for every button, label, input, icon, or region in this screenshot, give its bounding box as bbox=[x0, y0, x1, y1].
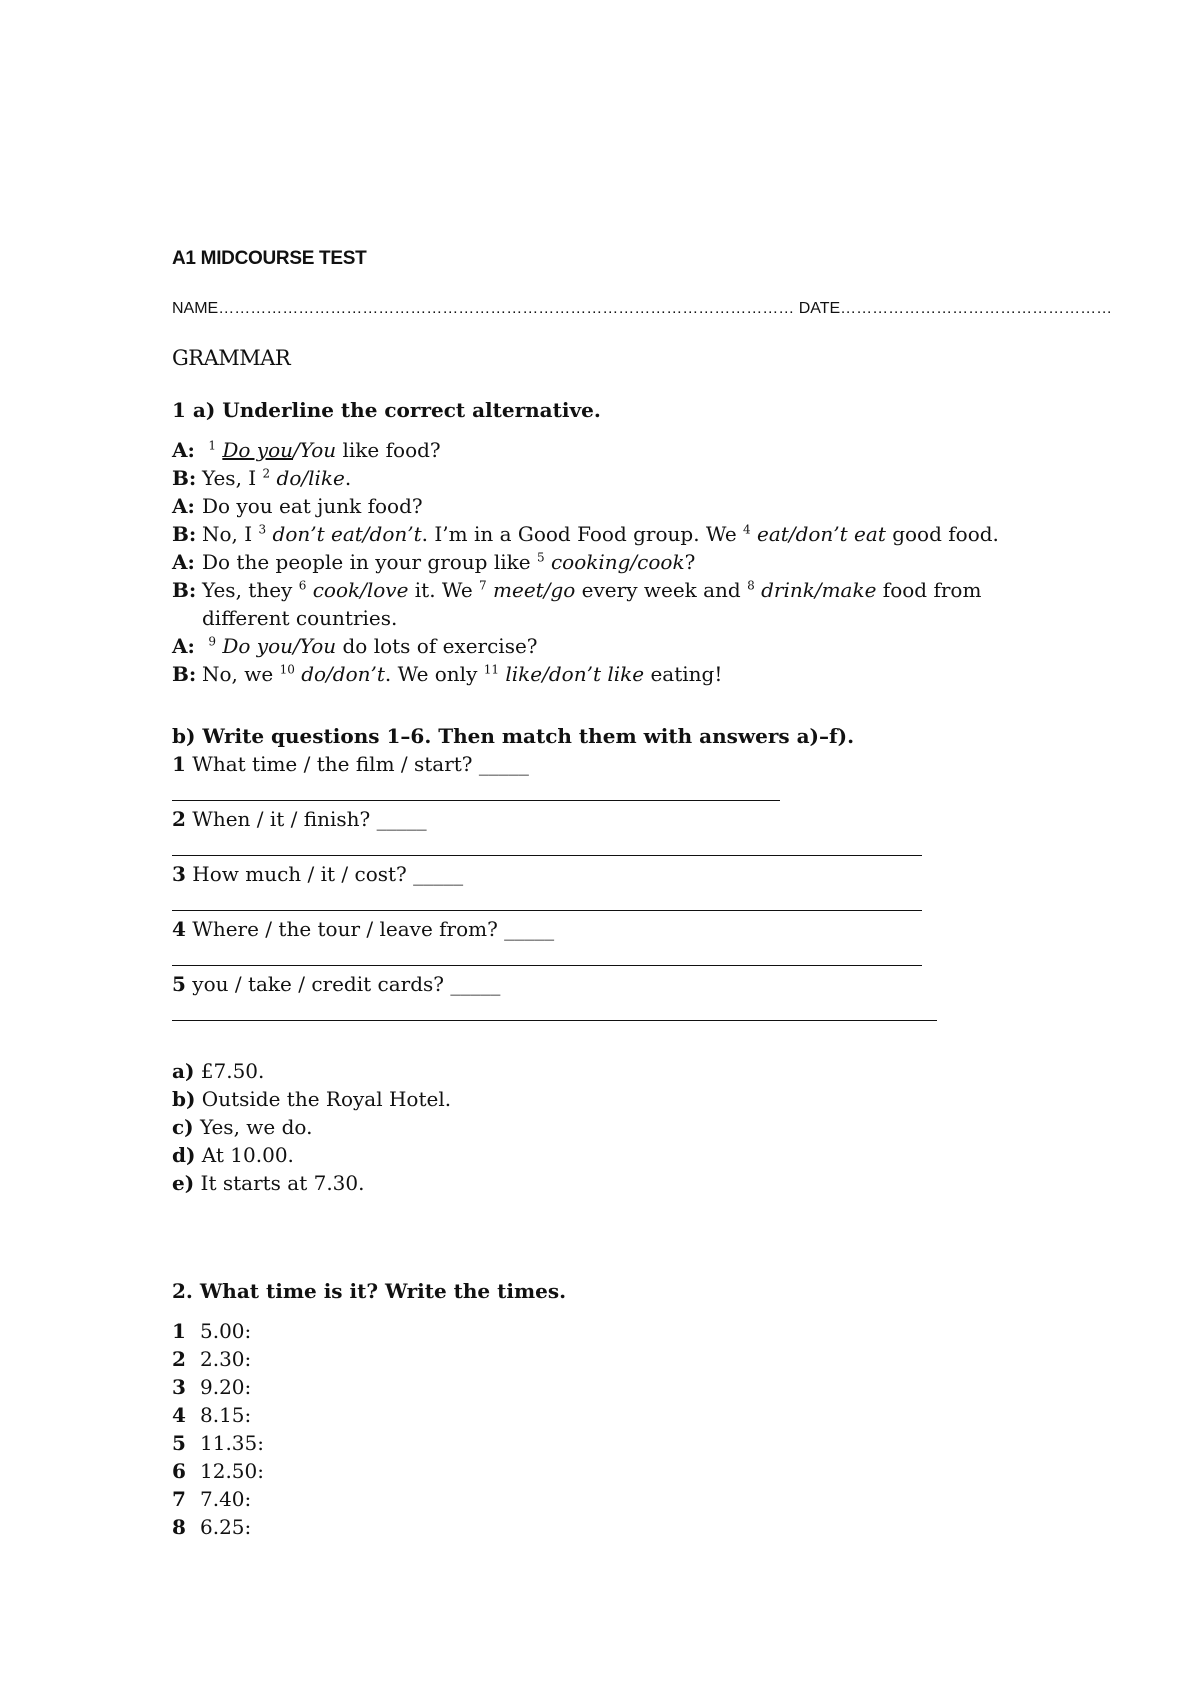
option[interactable]: drink/make bbox=[754, 578, 877, 602]
exercise-1b-heading: b) Write questions 1–6. Then match them with answers a)–f). bbox=[172, 724, 855, 748]
answer-option: a) £7.50. bbox=[172, 1059, 265, 1083]
name-field[interactable]: NAME……………………………………………………………………………………………… bbox=[172, 300, 795, 317]
option[interactable]: You bbox=[299, 438, 337, 462]
section-title: GRAMMAR bbox=[172, 346, 291, 370]
option[interactable]: like/don’t like bbox=[499, 662, 645, 686]
dialogue-line: A: Do the people in your group like $^5$ cooking/cook? bbox=[172, 550, 696, 574]
time-item[interactable]: 2 2.30: bbox=[172, 1347, 252, 1371]
dialogue-line: A: $^9$ Do you/You do lots of exercise? bbox=[172, 634, 538, 658]
question-list bbox=[172, 750, 1052, 1021]
dialogue-line-continued: different countries. bbox=[202, 606, 398, 630]
answer-option: b) Outside the Royal Hotel. bbox=[172, 1087, 452, 1111]
time-item[interactable]: 5 11.35: bbox=[172, 1431, 264, 1455]
time-item[interactable]: 4 8.15: bbox=[172, 1403, 252, 1427]
answer-option: e) It starts at 7.30. bbox=[172, 1171, 365, 1195]
answer-line[interactable] bbox=[172, 833, 922, 856]
option[interactable]: Do you bbox=[222, 438, 294, 462]
dialogue-line: A: $^1$ Do you/You like food? bbox=[172, 438, 441, 462]
name-date-row bbox=[172, 300, 1113, 318]
option[interactable]: cooking/cook bbox=[544, 550, 685, 574]
answer-options bbox=[172, 1057, 1052, 1197]
worksheet bbox=[172, 248, 1113, 1541]
option[interactable]: meet/go bbox=[486, 578, 576, 602]
question: 4 Where / the tour / leave from? _____ bbox=[172, 917, 555, 941]
question: 1 What time / the film / start? _____ bbox=[172, 752, 529, 776]
dialogue-line: B: Yes, they $^6$ cook/love it. We $^7$ meet/go every week and $^8$ drink/make food from bbox=[172, 578, 982, 602]
option[interactable]: eat/don’t eat bbox=[750, 522, 886, 546]
answer-line[interactable] bbox=[172, 998, 937, 1021]
dialogue bbox=[172, 436, 1052, 688]
option[interactable]: cook/love bbox=[306, 578, 409, 602]
dialogue-line: A: Do you eat junk food? bbox=[172, 494, 423, 518]
answer-option: d) At 10.00. bbox=[172, 1143, 294, 1167]
time-item[interactable]: 3 9.20: bbox=[172, 1375, 252, 1399]
answer-option: c) Yes, we do. bbox=[172, 1115, 313, 1139]
test-title: A1 MIDCOURSE TEST bbox=[172, 248, 367, 269]
exercise-2-heading: 2. What time is it? Write the times. bbox=[172, 1279, 567, 1303]
dialogue-line: B: Yes, I $^2$ do/like. bbox=[172, 466, 352, 490]
question: 2 When / it / finish? _____ bbox=[172, 807, 427, 831]
question: 3 How much / it / cost? _____ bbox=[172, 862, 464, 886]
option[interactable]: do/like bbox=[270, 466, 345, 490]
dialogue-line: B: No, we $^{10}$ do/don’t. We only $^{11}$ like/don’t like eating! bbox=[172, 662, 723, 686]
option[interactable]: do/don’t bbox=[294, 662, 385, 686]
time-item[interactable]: 1 5.00: bbox=[172, 1319, 252, 1343]
time-list bbox=[172, 1317, 1052, 1541]
time-item[interactable]: 6 12.50: bbox=[172, 1459, 264, 1483]
answer-line[interactable] bbox=[172, 888, 922, 911]
answer-line[interactable] bbox=[172, 778, 780, 801]
exercise-1a-heading: 1 a) Underline the correct alternative. bbox=[172, 398, 601, 422]
option[interactable]: don’t eat/don’t bbox=[266, 522, 422, 546]
option[interactable]: Do you/You bbox=[216, 634, 337, 658]
question: 5 you / take / credit cards? _____ bbox=[172, 972, 501, 996]
dialogue-line: B: No, I $^3$ don’t eat/don’t. I’m in a Good Food group. We $^4$ eat/don’t eat good food. bbox=[172, 522, 999, 546]
time-item[interactable]: 7 7.40: bbox=[172, 1487, 252, 1511]
date-field[interactable]: DATE…………………………………………… bbox=[798, 300, 1113, 317]
answer-line[interactable] bbox=[172, 943, 922, 966]
time-item[interactable]: 8 6.25: bbox=[172, 1515, 252, 1539]
